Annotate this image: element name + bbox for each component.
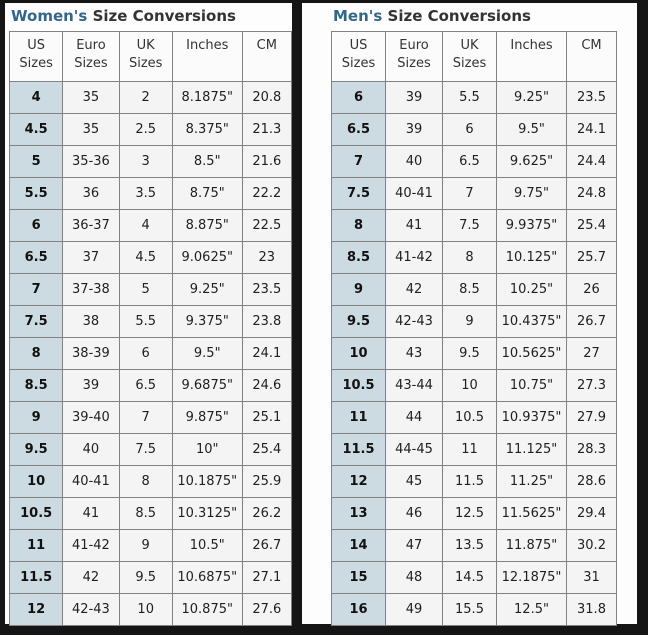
table-row — [332, 562, 617, 594]
value-cell: 26 — [567, 274, 617, 306]
value-cell: 41-42 — [63, 530, 119, 562]
value-cell: 45 — [386, 466, 443, 498]
header-row — [332, 32, 617, 82]
table-row — [10, 498, 292, 530]
us-size-cell: 5.5 — [10, 178, 63, 210]
us-size-cell: 13 — [332, 498, 386, 530]
us-size-cell: 14 — [332, 530, 386, 562]
table-row — [10, 434, 292, 466]
value-cell: 2.5 — [119, 114, 172, 146]
table-row — [332, 82, 617, 114]
value-cell: 8.375" — [172, 114, 242, 146]
value-cell: 40 — [386, 146, 443, 178]
value-cell: 29.4 — [567, 498, 617, 530]
value-cell: 9.9375" — [497, 210, 567, 242]
us-size-cell: 7.5 — [332, 178, 386, 210]
value-cell: 4.5 — [119, 242, 172, 274]
column-header: US Sizes — [332, 32, 386, 82]
value-cell: 8.875" — [172, 210, 242, 242]
table-row — [332, 370, 617, 402]
us-size-cell: 10 — [10, 466, 63, 498]
value-cell: 7.5 — [443, 210, 497, 242]
value-cell: 35 — [63, 82, 119, 114]
value-cell: 43 — [386, 338, 443, 370]
value-cell: 9.375" — [172, 306, 242, 338]
value-cell: 10.125" — [497, 242, 567, 274]
value-cell: 6.5 — [443, 146, 497, 178]
value-cell: 27.9 — [567, 402, 617, 434]
us-size-cell: 10.5 — [10, 498, 63, 530]
value-cell: 26.7 — [242, 530, 291, 562]
us-size-cell: 12 — [10, 594, 63, 626]
value-cell: 8.5 — [119, 498, 172, 530]
womens-conversion-panel — [5, 3, 292, 624]
value-cell: 14.5 — [443, 562, 497, 594]
value-cell: 9.6875" — [172, 370, 242, 402]
value-cell: 8.5" — [172, 146, 242, 178]
value-cell: 10" — [172, 434, 242, 466]
table-row — [332, 498, 617, 530]
table-row — [332, 274, 617, 306]
value-cell: 11.25" — [497, 466, 567, 498]
value-cell: 11 — [443, 434, 497, 466]
value-cell: 27 — [567, 338, 617, 370]
value-cell: 7 — [443, 178, 497, 210]
table-row — [332, 306, 617, 338]
table-row — [10, 370, 292, 402]
us-size-cell: 6 — [332, 82, 386, 114]
table-row — [332, 434, 617, 466]
value-cell: 26.2 — [242, 498, 291, 530]
value-cell: 31.8 — [567, 594, 617, 626]
value-cell: 10.4375" — [497, 306, 567, 338]
value-cell: 28.3 — [567, 434, 617, 466]
column-header: UK Sizes — [119, 32, 172, 82]
womens-size-table — [9, 31, 292, 626]
us-size-cell: 11.5 — [10, 562, 63, 594]
value-cell: 9 — [443, 306, 497, 338]
table-row — [10, 146, 292, 178]
value-cell: 9 — [119, 530, 172, 562]
column-header: CM — [242, 32, 291, 82]
value-cell: 10.25" — [497, 274, 567, 306]
value-cell: 10.9375" — [497, 402, 567, 434]
mens-table-title — [333, 7, 637, 25]
table-row — [332, 466, 617, 498]
value-cell: 22.2 — [242, 178, 291, 210]
value-cell: 42 — [63, 562, 119, 594]
table-row — [10, 466, 292, 498]
us-size-cell: 10.5 — [332, 370, 386, 402]
value-cell: 27.6 — [242, 594, 291, 626]
table-row — [10, 402, 292, 434]
value-cell: 27.1 — [242, 562, 291, 594]
value-cell: 24.1 — [242, 338, 291, 370]
value-cell: 31 — [567, 562, 617, 594]
value-cell: 41 — [386, 210, 443, 242]
us-size-cell: 11 — [332, 402, 386, 434]
value-cell: 27.3 — [567, 370, 617, 402]
table-row — [332, 594, 617, 626]
us-size-cell: 16 — [332, 594, 386, 626]
table-row — [10, 114, 292, 146]
value-cell: 36 — [63, 178, 119, 210]
value-cell: 10.6875" — [172, 562, 242, 594]
value-cell: 6.5 — [119, 370, 172, 402]
value-cell: 11.875" — [497, 530, 567, 562]
value-cell: 5 — [119, 274, 172, 306]
value-cell: 41-42 — [386, 242, 443, 274]
value-cell: 10.5 — [443, 402, 497, 434]
value-cell: 13.5 — [443, 530, 497, 562]
value-cell: 23 — [242, 242, 291, 274]
us-size-cell: 10 — [332, 338, 386, 370]
table-row — [10, 178, 292, 210]
value-cell: 22.5 — [242, 210, 291, 242]
value-cell: 8.1875" — [172, 82, 242, 114]
value-cell: 43-44 — [386, 370, 443, 402]
column-header: US Sizes — [10, 32, 63, 82]
value-cell: 10.1875" — [172, 466, 242, 498]
us-size-cell: 8.5 — [10, 370, 63, 402]
value-cell: 25.4 — [242, 434, 291, 466]
value-cell: 9.625" — [497, 146, 567, 178]
column-header: CM — [567, 32, 617, 82]
us-size-cell: 6.5 — [332, 114, 386, 146]
table-row — [10, 594, 292, 626]
value-cell: 8 — [443, 242, 497, 274]
value-cell: 9.5" — [497, 114, 567, 146]
value-cell: 10.5" — [172, 530, 242, 562]
us-size-cell: 7 — [10, 274, 63, 306]
value-cell: 39 — [63, 370, 119, 402]
value-cell: 8.5 — [443, 274, 497, 306]
column-header: Inches — [172, 32, 242, 82]
value-cell: 9.5 — [119, 562, 172, 594]
womens-table-title — [11, 7, 292, 25]
value-cell: 9.5 — [443, 338, 497, 370]
table-row — [10, 210, 292, 242]
value-cell: 10.5625" — [497, 338, 567, 370]
value-cell: 24.4 — [567, 146, 617, 178]
value-cell: 10.75" — [497, 370, 567, 402]
value-cell: 11.5 — [443, 466, 497, 498]
table-row — [10, 242, 292, 274]
value-cell: 12.5 — [443, 498, 497, 530]
value-cell: 4 — [119, 210, 172, 242]
table-row — [10, 306, 292, 338]
value-cell: 38-39 — [63, 338, 119, 370]
value-cell: 7 — [119, 402, 172, 434]
column-header: Euro Sizes — [386, 32, 443, 82]
table-row — [10, 338, 292, 370]
mens-size-table — [331, 31, 617, 626]
us-size-cell: 9.5 — [332, 306, 386, 338]
value-cell: 40 — [63, 434, 119, 466]
table-row — [332, 146, 617, 178]
value-cell: 25.7 — [567, 242, 617, 274]
value-cell: 23.5 — [567, 82, 617, 114]
value-cell: 35-36 — [63, 146, 119, 178]
value-cell: 25.9 — [242, 466, 291, 498]
womens-title-rest: Size Conversions — [92, 7, 236, 25]
value-cell: 9.25" — [172, 274, 242, 306]
value-cell: 26.7 — [567, 306, 617, 338]
header-row — [10, 32, 292, 82]
mens-conversion-panel — [302, 3, 637, 624]
table-row — [10, 274, 292, 306]
value-cell: 8 — [119, 466, 172, 498]
us-size-cell: 9 — [10, 402, 63, 434]
us-size-cell: 6 — [10, 210, 63, 242]
value-cell: 49 — [386, 594, 443, 626]
value-cell: 21.3 — [242, 114, 291, 146]
value-cell: 23.5 — [242, 274, 291, 306]
us-size-cell: 11.5 — [332, 434, 386, 466]
us-size-cell: 7.5 — [10, 306, 63, 338]
value-cell: 39 — [386, 82, 443, 114]
table-row — [332, 530, 617, 562]
column-header: Euro Sizes — [63, 32, 119, 82]
table-row — [332, 114, 617, 146]
column-header: Inches — [497, 32, 567, 82]
us-size-cell: 4 — [10, 82, 63, 114]
value-cell: 37-38 — [63, 274, 119, 306]
value-cell: 46 — [386, 498, 443, 530]
us-size-cell: 6.5 — [10, 242, 63, 274]
us-size-cell: 8 — [10, 338, 63, 370]
value-cell: 6 — [443, 114, 497, 146]
us-size-cell: 7 — [332, 146, 386, 178]
value-cell: 3 — [119, 146, 172, 178]
value-cell: 42-43 — [386, 306, 443, 338]
value-cell: 11.5625" — [497, 498, 567, 530]
value-cell: 10.875" — [172, 594, 242, 626]
us-size-cell: 9.5 — [10, 434, 63, 466]
value-cell: 48 — [386, 562, 443, 594]
us-size-cell: 11 — [10, 530, 63, 562]
value-cell: 37 — [63, 242, 119, 274]
table-row — [332, 242, 617, 274]
value-cell: 28.6 — [567, 466, 617, 498]
mens-title-rest: Size Conversions — [387, 7, 531, 25]
value-cell: 10.3125" — [172, 498, 242, 530]
us-size-cell: 5 — [10, 146, 63, 178]
us-size-cell: 8.5 — [332, 242, 386, 274]
value-cell: 25.4 — [567, 210, 617, 242]
value-cell: 42-43 — [63, 594, 119, 626]
value-cell: 5.5 — [443, 82, 497, 114]
value-cell: 39 — [386, 114, 443, 146]
value-cell: 6 — [119, 338, 172, 370]
value-cell: 9.75" — [497, 178, 567, 210]
value-cell: 24.1 — [567, 114, 617, 146]
table-row — [332, 178, 617, 210]
value-cell: 11.125" — [497, 434, 567, 466]
value-cell: 10 — [443, 370, 497, 402]
value-cell: 35 — [63, 114, 119, 146]
value-cell: 47 — [386, 530, 443, 562]
mens-title-lead: Men's — [333, 7, 383, 25]
value-cell: 24.8 — [567, 178, 617, 210]
value-cell: 21.6 — [242, 146, 291, 178]
table-row — [332, 338, 617, 370]
value-cell: 8.75" — [172, 178, 242, 210]
value-cell: 30.2 — [567, 530, 617, 562]
us-size-cell: 12 — [332, 466, 386, 498]
value-cell: 24.6 — [242, 370, 291, 402]
womens-title-lead: Women's — [11, 7, 88, 25]
us-size-cell: 15 — [332, 562, 386, 594]
table-row — [332, 402, 617, 434]
value-cell: 3.5 — [119, 178, 172, 210]
table-row — [10, 82, 292, 114]
value-cell: 2 — [119, 82, 172, 114]
value-cell: 20.8 — [242, 82, 291, 114]
column-header: UK Sizes — [443, 32, 497, 82]
value-cell: 25.1 — [242, 402, 291, 434]
value-cell: 41 — [63, 498, 119, 530]
us-size-cell: 8 — [332, 210, 386, 242]
value-cell: 12.5" — [497, 594, 567, 626]
value-cell: 10 — [119, 594, 172, 626]
value-cell: 7.5 — [119, 434, 172, 466]
value-cell: 9.5" — [172, 338, 242, 370]
value-cell: 44-45 — [386, 434, 443, 466]
table-row — [10, 562, 292, 594]
value-cell: 42 — [386, 274, 443, 306]
value-cell: 44 — [386, 402, 443, 434]
value-cell: 9.875" — [172, 402, 242, 434]
value-cell: 5.5 — [119, 306, 172, 338]
value-cell: 9.0625" — [172, 242, 242, 274]
value-cell: 12.1875" — [497, 562, 567, 594]
value-cell: 40-41 — [63, 466, 119, 498]
value-cell: 40-41 — [386, 178, 443, 210]
table-row — [10, 530, 292, 562]
value-cell: 23.8 — [242, 306, 291, 338]
table-row — [332, 210, 617, 242]
us-size-cell: 4.5 — [10, 114, 63, 146]
value-cell: 15.5 — [443, 594, 497, 626]
value-cell: 9.25" — [497, 82, 567, 114]
value-cell: 38 — [63, 306, 119, 338]
us-size-cell: 9 — [332, 274, 386, 306]
value-cell: 36-37 — [63, 210, 119, 242]
value-cell: 39-40 — [63, 402, 119, 434]
